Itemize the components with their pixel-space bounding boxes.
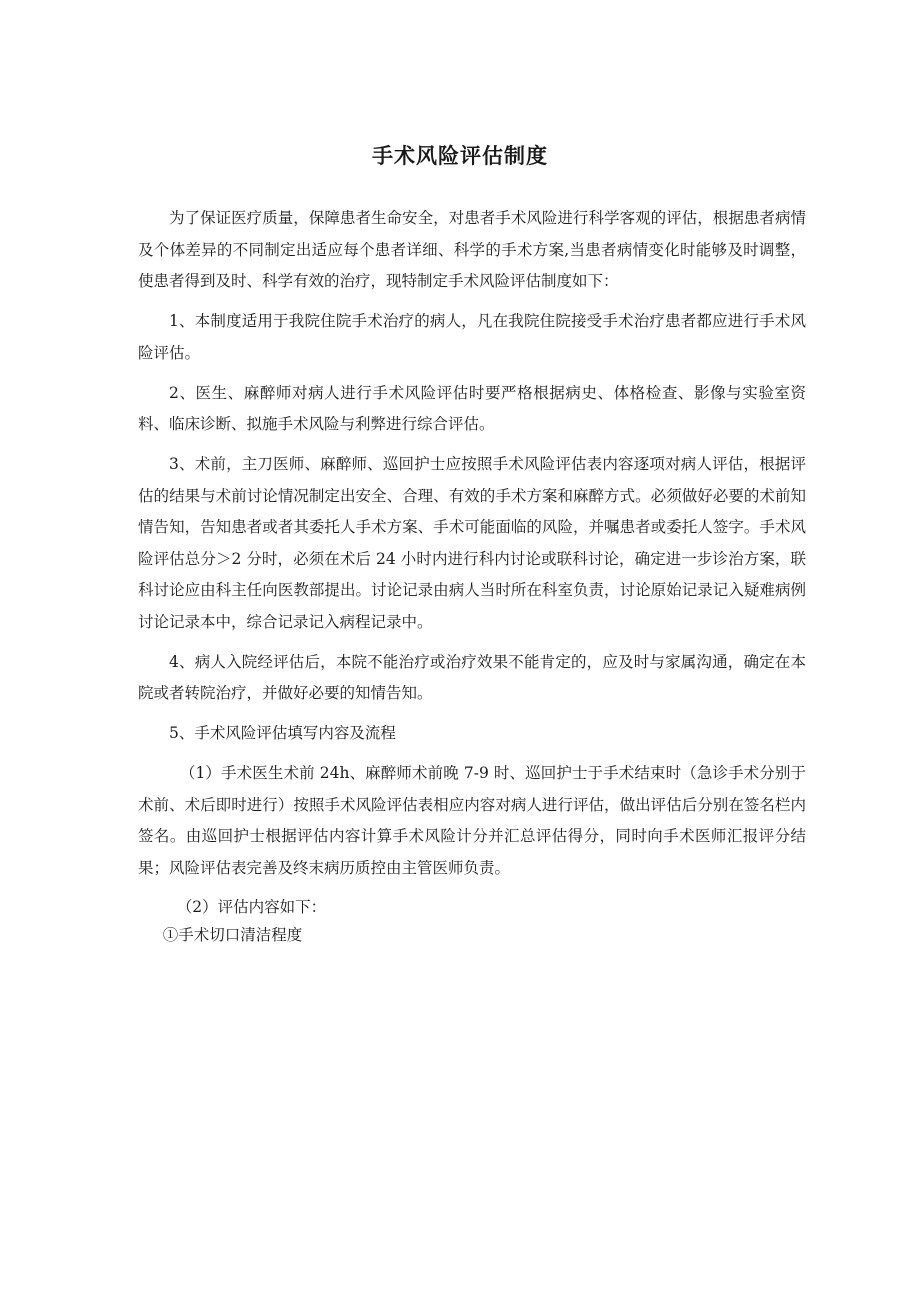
clause-1-paragraph: 1、本制度适用于我院住院手术治疗的病人，凡在我院住院接受手术治疗患者都应进行手术风险评估。 — [138, 312, 806, 362]
assessment-item-1: ①手术切口清洁程度 — [162, 925, 303, 944]
clause-3-paragraph: 3、术前，主刀医师、麻醉师、巡回护士应按照手术风险评估表内容逐项对病人评估，根据评估的结果与术前讨论情况制定出安全、合理、有效的手术方案和麻醉方式。必须做好必要的术前知情告知，告知患者或者其委托人手术方案、手术可能面临的风险，并嘱患者或委托人签字。手术风险评估总分＞2 分时，必须在术后 24 小时内进行科内讨论或联科讨论，确定进一步诊治方案，联科讨论应由科主任向医教部提出。讨论记录由病人当时所在科室负责，讨论原始记录记入疑难病例讨论记录本中，综合记录记入病程记录中。 — [138, 455, 806, 631]
clause-4-paragraph: 4、病人入院经评估后，本院不能治疗或治疗效果不能肯定的，应及时与家属沟通，确定在本院或者转院治疗，并做好必要的知情告知。 — [138, 652, 806, 702]
clause-2-paragraph: 2、医生、麻醉师对病人进行手术风险评估时要严格根据病史、体格检查、影像与实验室资料、临床诊断、拟施手术风险与利弊进行综合评估。 — [138, 383, 806, 433]
intro-paragraph: 为了保证医疗质量，保障患者生命安全，对患者手术风险进行科学客观的评估，根据患者病情及个体差异的不同制定出适应每个患者详细、科学的手术方案,当患者病情变化时能够及时调整，使患者得到及时、科学有效的治疗，现特制定手术风险评估制度如下： — [138, 209, 806, 290]
document-title: 手术风险评估制度 — [372, 144, 548, 168]
document-body — [138, 203, 806, 949]
clause-5-1-paragraph: （1）手术医生术前 24h、麻醉师术前晚 7-9 时、巡回护士于手术结束时（急诊手术分别于术前、术后即时进行）按照手术风险评估表相应内容对病人进行评估，做出评估后分别在签名栏内签名。由巡回护士根据评估内容计算手术风险计分并汇总评估得分，同时向手术医师汇报评分结果；风险评估表完善及终末病历质控由主管医师负责。 — [138, 764, 806, 877]
clause-5-2-heading: （2）评估内容如下： — [176, 897, 327, 916]
clause-5-heading: 5、手术风险评估填写内容及流程 — [169, 724, 396, 742]
